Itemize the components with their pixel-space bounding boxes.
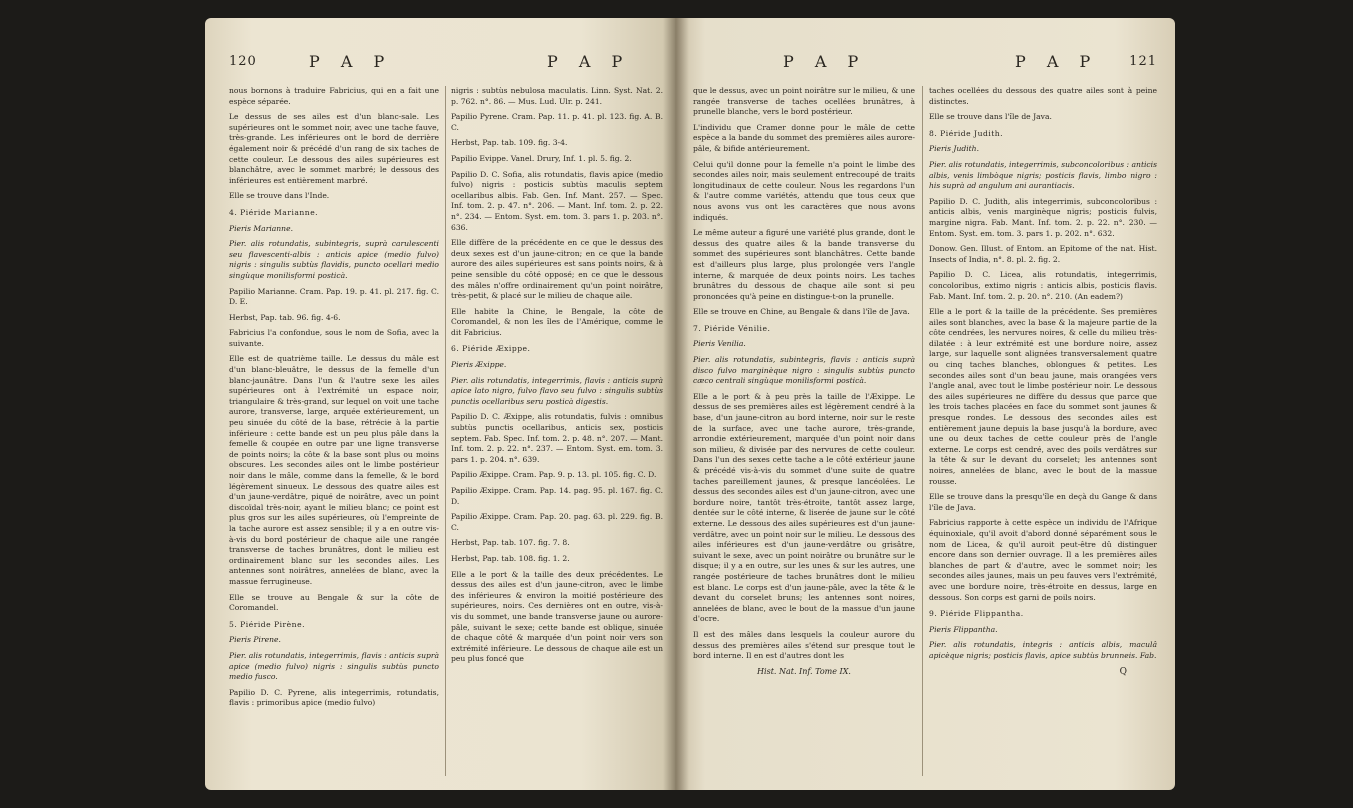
right-running-head-right: P A P xyxy=(1015,52,1099,71)
paragraph: Elle diffère de la précédente en ce que le dessus des deux sexes est d'un jaune-citron; en ce que la bande aurore des ailes supérieures est sans points noirs, & à peine sensible du côté opposé; en ce que le dessous des mâles n'offre ordinairement qu'un point noirâtre, très-petit, & placé sur le milieu de chaque aile. xyxy=(451,238,663,301)
paragraph: Papilio D. C. Æxippe, alis rotundatis, fulvis : omnibus subtùs punctis ocellaribus, anticis sex, posticis septem. Fab. Spec. Inf. tom. 2. p. 48. n°. 207. — Mant. Inf. tom. 2. p. 22. n°. 237. — Entom. Syst. em. tom. 3. pars 1. p. 204. n°. 639. xyxy=(451,412,663,464)
paragraph: Elle a le port & à peu près la taille de l'Æxippe. Le dessus de ses premières ailes est légèrement cendré à la base, d'un jaune-citron au bord interne, noir sur le reste de la surface, avec une tache aurore, très-grande, arrondie extérieurement, marquée d'un point noir dans son milieu, & divisée par des nervures de cette couleur. Dans l'un des sexes cette tache a le côté extérieur jaune & précédé vis-à-vis du sommet d'une suite de quatre taches pareillement jaunes, & presque lancéolées. Le dessus des secondes ailes est d'un jaune-citron, avec une bordure noire, tantôt très-étroite, tantôt assez large, dentée sur le côté interne, & liserée de jaune sur le côté externe. Le dessous des ailes supérieures est d'un jaune-verdâtre, avec un point noir sur le milieu. Le dessous des ailes inférieures est d'un jaune-verdâtre ou grisâtre, suivant le sexe, avec un point noirâtre ou brunâtre sur le disque; il y a en outre, sur les unes & sur les autres, une rangée postérieure de taches brunâtres dont le milieu est blanc. Le corps est d'un jaune-pâle, avec la tête & le devant du corselet bruns; les antennes sont noires, annelées de blanc, avec le bout de la massue d'un jaune d'ocre. xyxy=(693,391,915,624)
paragraph: Herbst, Pap. tab. 107. fig. 7. 8. xyxy=(451,538,570,548)
paragraph: Papilio Æxippe. Cram. Pap. 20. pag. 63. pl. 229. fig. B. C. xyxy=(451,512,663,532)
paragraph: 9. Piéride Flippantha. xyxy=(929,609,1024,619)
paragraph: Papilio D. C. Judith, alis integerrimis, subconcoloribus : anticis albis, venis marginèque nigris; posticis fulvis, margine nigra. Fab. Mant. Inf. tom. 2. p. 22. n°. 230. — Entom. Syst. em. tom. 3. pars 1. p. 202. n°. 632. xyxy=(929,196,1157,238)
paragraph: Elle a le port & la taille des deux précédentes. Le dessus des ailes est d'un jaune-citron, avec le limbe des inférieures & environ la moitié postérieure des supérieures, noirs. Ces dernières ont en outre, vis-à-vis du sommet, une bande transverse jaune ou aurore-pâle, suivant le sexe; cette bande est oblique, sinuée de chaque côté & marquée d'un point noir vers son extrémité inférieure. Le dessous de chaque aile est un peu plus foncé que xyxy=(451,569,663,664)
open-book xyxy=(205,18,1175,790)
paragraph: L'individu que Cramer donne pour le mâle de cette espèce a la bande du sommet des premières ailes aurore-pâle, & bifide antérieurement. xyxy=(693,122,915,153)
paragraph: Pieris Marianne. xyxy=(229,223,293,233)
paragraph: Elle se trouve dans la presqu'île en deçà du Gange & dans l'île de Java. xyxy=(929,492,1157,512)
paragraph: Pieris Judith. xyxy=(929,144,979,154)
left-running-head-left: P A P xyxy=(309,52,393,71)
column-divider xyxy=(445,86,446,776)
right-page-column-1 xyxy=(693,86,915,776)
right-page-header xyxy=(693,52,1157,78)
left-page-number: 120 xyxy=(229,54,257,69)
paragraph: Elle est de quatrième taille. Le dessus du mâle est d'un blanc-bleuâtre, le dessus de la femelle d'un blanc-jaunâtre. Dans l'un & l'autre sexe les ailes supérieures ont à l'extrémité un espace noir, triangulaire & très-grand, sur lequel on voit une tache aurore, transverse, large, arquée extérieurement, un peu sinuée du côté de la base, rétrécie à la partie inférieure : cette bande est un peu plus pâle dans la femelle & coupée en outre par une ligne transverse de points noirs; la côte & la base sont plus ou moins obscures. Les secondes ailes ont le limbe postérieur noir dans le mâle, comme dans la femelle, & le bord légèrement sinueux. Le dessous des quatre ailes est d'un jaune-verdâtre, piqué de noirâtre, avec un point discoïdal très-noir, ayant le milieu blanc; ce point est plus gros sur les ailes supérieures, où l'empreinte de la tache aurore est assez sensible; il y a en outre vis-à-vis du bord postérieur de chaque aile une rangée transverse de taches brunâtres, dont le milieu est ordinairement blanc sur les secondes ailes. Les antennes sont noirâtres, annelées de blanc, avec la massue ferrugineuse. xyxy=(229,354,439,586)
paragraph: Hist. Nat. Inf. Tome IX. xyxy=(757,666,851,676)
paragraph: Elle se trouve dans l'Inde. xyxy=(229,191,330,201)
paragraph: Pieris Æxippe. xyxy=(451,360,507,370)
paragraph: 8. Piéride Judith. xyxy=(929,128,1004,138)
left-page-column-1 xyxy=(229,86,439,776)
paragraph: Pier. alis rotundatis, subintegris, suprà carulescenti seu flavescenti-albis : anticis apice (medio fulvo) nigris : singulis subtùs flavidis, puncto ocellari medio singùque monilisformi posticà. xyxy=(229,239,439,280)
paragraph: Papilio Æxippe. Cram. Pap. 9. p. 13. pl. 105. fig. C. D. xyxy=(451,470,657,480)
left-page xyxy=(205,18,675,790)
right-page-columns xyxy=(693,86,1157,776)
paragraph: que le dessus, avec un point noirâtre sur le milieu, & une rangée transverse de taches ocellées brunâtres, à prunelle blanche, vers le bord postérieur. xyxy=(693,86,915,117)
paragraph: Fabricius l'a confondue, sous le nom de Sofia, avec la suivante. xyxy=(229,328,439,348)
paragraph: Pier. alis rotundatis, integerrimis, flavis : anticis suprà apice (medio fulvo) nigris : singulis subtùs puncto medio fusco. xyxy=(229,650,439,682)
paragraph: Papilio Marianne. Cram. Pap. 19. p. 41. pl. 217. fig. C. D. E. xyxy=(229,286,439,307)
paragraph: Elle se trouve dans l'île de Java. xyxy=(929,112,1052,122)
paragraph: Le dessus de ses ailes est d'un blanc-sale. Les supérieures ont le sommet noir, avec une tache fauve, très-grande. Les inférieures ont le bord de derrière également noir & précédé d'un rang de six taches de cette couleur. Le dessous des ailes supérieures est blanchâtre, avec le sommet marbré; le dessous des inférieures est entièrement marbré. xyxy=(229,112,439,185)
paragraph: Pier. alis rotundatis, integerrimis, flavis : anticis suprà apice lato nigro, fulvo flavo seu fulvo : singulis subtùs punctis ocellaribus seru posticà digestis. xyxy=(451,375,663,406)
right-running-head-left: P A P xyxy=(783,52,867,71)
left-page-column-2 xyxy=(451,86,663,776)
left-running-head-right: P A P xyxy=(547,52,631,71)
paragraph: 4. Piéride Marianne. xyxy=(229,207,319,217)
paragraph: Herbst, Pap. tab. 108. fig. 1. 2. xyxy=(451,553,570,563)
paragraph: taches ocellées du dessous des quatre ailes sont à peine distinctes. xyxy=(929,86,1157,106)
left-page-header xyxy=(229,52,665,78)
paragraph: Papilio Evippe. Vanel. Drury, Inf. 1. pl. 5. fig. 2. xyxy=(451,153,632,163)
right-page-number: 121 xyxy=(1129,54,1157,69)
paragraph: Pier. alis rotundatis, integerrimis, subconcoloribus : anticis albis, venis limbòque nigris; posticis flavis, limbo nigro : his suprà ad angulum ani aurantiacis. xyxy=(929,159,1157,191)
paragraph: Fabricius rapporte à cette espèce un individu de l'Afrique équinoxiale, qu'il avoit d'abord donné séparément sous le nom de Licea, & qu'il auroit peut-être dû distinguer encore dans son dernier ouvrage. Il a les premières ailes blanches de part & d'autre, avec le sommet noir; les secondes ailes jaunes, mais un peu fauves vers l'extrémité, avec une bordure noire, très-étroite en dessus, large en dessous. Son corps est garni de poils noirs. xyxy=(929,518,1157,602)
column-divider xyxy=(922,86,923,776)
paragraph: Il est des mâles dans lesquels la couleur aurore du dessus des premières ailes s'étend sur presque tout le bord interne. Il en est d'autres dont les xyxy=(693,629,915,661)
paragraph: Herbst, Pap. tab. 109. fig. 3-4. xyxy=(451,138,568,148)
paragraph: Pier. alis rotundatis, integris : anticis albis, maculâ apicèque nigris; posticis flavis, apice subtùs brunneis. Fab. xyxy=(929,640,1157,660)
paragraph: Papilio D. C. Licea, alis rotundatis, integerrimis, concoloribus, extimo nigris : anticis albis, posticis flavis. Fab. Mant. Inf. tom. 2. p. 20. n°. 210. (An eadem?) xyxy=(929,270,1157,301)
paragraph: 5. Piéride Pirène. xyxy=(229,619,305,629)
paragraph: Pieris Pirene. xyxy=(229,635,281,645)
paragraph: Papilio Æxippe. Cram. Pap. 14. pag. 95. pl. 167. fig. C. D. xyxy=(451,486,663,506)
paragraph: Elle se trouve en Chine, au Bengale & dans l'île de Java. xyxy=(693,307,910,317)
left-page-columns xyxy=(229,86,665,776)
paragraph: Pieris Venilia. xyxy=(693,339,746,349)
paragraph: 6. Piéride Æxippe. xyxy=(451,344,531,354)
paragraph: Celui qu'il donne pour la femelle n'a point le limbe des secondes ailes noir, mais seulement entrecoupé de traits longitudinaux de cette couleur. Nous les regardons l'un & l'autre comme variétés, attendu que tous ceux que nous avons vus ont les caractères que nous avons indiqués. xyxy=(693,159,915,222)
paragraph: Elle se trouve au Bengale & sur la côte de Coromandel. xyxy=(229,592,439,613)
paragraph: Donow. Gen. Illust. of Entom. an Epitome of the nat. Hist. Insects of India, n°. 8. pl. 2. fig. 2. xyxy=(929,244,1157,264)
paragraph: Papilio Pyrene. Cram. Pap. 11. p. 41. pl. 123. fig. A. B. C. xyxy=(451,112,663,132)
paragraph: 7. Piéride Vénilie. xyxy=(693,323,771,333)
paragraph: nigris : subtùs nebulosa maculatis. Linn. Syst. Nat. 2. p. 762. n°. 86. — Mus. Lud. Ulr. p. 241. xyxy=(451,86,663,106)
paragraph: Papilio D. C. Sofia, alis rotundatis, flavis apice (medio fulvo) nigris : posticis subtùs maculis septem ocellaribus albis. Fab. Gen. Inf. Mant. 257. — Spec. Inf. tom. 2. p. 47. n°. 206. — Mant. Inf. tom. 2. p. 22. n°. 234. — Entom. Syst. em. tom. 3. pars 1. p. 203. n°. 636. xyxy=(451,169,663,232)
paragraph: Q xyxy=(1119,666,1127,677)
right-page xyxy=(675,18,1175,790)
book-gutter xyxy=(663,18,689,790)
paragraph: Pier. alis rotundatis, subintegris, flavis : anticis suprà disco fulvo marginèque nigro : singulis subtùs puncto cæco centrali singùque monilisformi posticà. xyxy=(693,355,915,386)
paragraph: Elle habite la Chine, le Bengale, la côte de Coromandel, & non les îles de l'Amérique, comme le dit Fabricius. xyxy=(451,306,663,337)
paragraph: Elle a le port & la taille de la précédente. Ses premières ailes sont blanches, avec la base & la majeure partie de la côte cendrées, les nervures noires, & celle du milieu très-dilatée : à leur extrémité est une bordure noire, assez large, sur laquelle sont alignées transversalement quatre ou cinq taches blanches, oblongues & petites. Les secondes ailes sont d'un beau jaune, mais orangées vers l'angle anal, avec tout le limbe postérieur noir. Le dessous des ailes supérieures ne diffère du dessus que parce que les trois taches placées en face du sommet sont jaunes & presque rondes. Le dessous des secondes ailes est entièrement jaune depuis la base jusqu'à la bordure, avec une ou deux taches de cette couleur près de l'angle externe. Le corps est cendré, avec des poils verdâtres sur la tête & sur le devant du corselet; les antennes sont noires, annelées de blanc, avec le bout de la massue rousse. xyxy=(929,307,1157,486)
right-page-column-2 xyxy=(929,86,1157,776)
paragraph: Le même auteur a figuré une variété plus grande, dont le dessus des quatre ailes & la bande transverse du sommet des supérieures sont blanchâtres. Cette bande est d'ailleurs plus large, plus prolongée vers l'angle interne, & marquée de deux points noirs. Les taches brunâtres du dessous de chaque aile sont si peu prononcées qu'à peine en distingue-t-on la prunelle. xyxy=(693,228,915,301)
paragraph: nous bornons à traduire Fabricius, qui en a fait une espèce séparée. xyxy=(229,86,439,106)
paragraph: Pieris Flippantha. xyxy=(929,624,998,634)
paragraph: Papilio D. C. Pyrene, alis integerrimis, rotundatis, flavis : primoribus apice (medio fulvo) xyxy=(229,687,439,708)
paragraph: Herbst, Pap. tab. 96. fig. 4-6. xyxy=(229,312,341,322)
